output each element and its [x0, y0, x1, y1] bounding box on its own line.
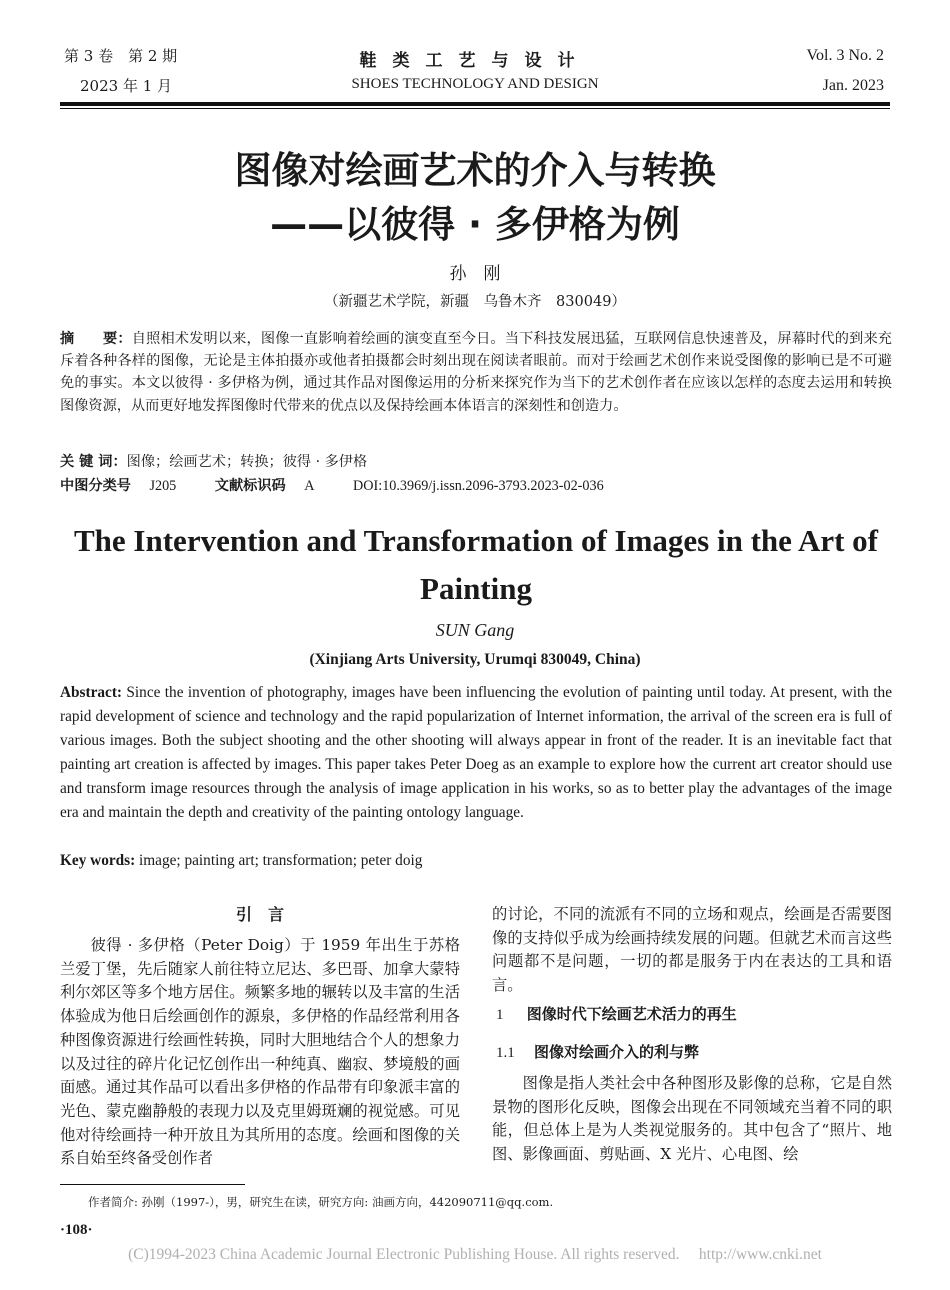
date-cn: 2023 年 1 月 [80, 77, 173, 95]
right-column-lower [492, 1072, 892, 1167]
affiliation-en: (Xinjiang Arts University, Urumqi 830049, China) [309, 651, 641, 668]
author-cn: 孙 刚 [449, 264, 501, 284]
section-1-heading [496, 1003, 737, 1024]
doc-code-label: 文献标识码 [214, 478, 286, 494]
volume-issue-en: Vol. 3 No. 2 [806, 47, 884, 64]
copyright-watermark: (C)1994-2023 China Academic Journal Electronic Publishing House. All rights reserved. http://www.cnki.net [128, 1246, 822, 1263]
journal-name-en: SHOES TECHNOLOGY AND DESIGN [351, 76, 599, 92]
header-rule-thick [60, 102, 890, 106]
keywords-en-text: image; painting art; transformation; peter doig [139, 852, 423, 869]
section-1-1-number: 1.1 [496, 1045, 515, 1061]
author-footnote: 作者简介: 孙刚（1997-），男，研究生在读，研究方向: 油画方向，442090711@qq.com. [88, 1195, 554, 1209]
keywords-en [60, 849, 892, 873]
date-en: Jan. 2023 [822, 77, 884, 94]
keywords-en-label: Key words: [60, 852, 136, 869]
abstract-cn-text: 自照相术发明以来，图像一直影响着绘画的演变直至今日。当下科技发展迅猛，互联网信息快速普及，屏幕时代的到来充斥着各种各样的图像，无论是主体拍摄亦或他者拍摄都会时刻出现在阅读者眼前。而对于绘画艺术创作来说受图像的影响已是不可避免的事实。本文以彼得 · 多伊格为例，通过其作品对图像运用的分析来探究作为当下的艺术创作者在应该以怎样的态度去运用和转换图像资源，从而更好地发挥图像时代带来的优点以及保持绘画本体语言的深刻性和创造力。 [60, 331, 892, 414]
header-rule-thin [60, 108, 890, 109]
right-paragraph-1: 的讨论，不同的流派有不同的立场和观点，绘画是否需要图像的支持似乎成为绘画持续发展的问题。但就艺术而言这些问题都不是问题，一切的都是服务于内在表达的工具和语言。 [492, 905, 892, 995]
keywords-cn-text: 图像；绘画艺术；转换；彼得 · 多伊格 [126, 454, 368, 470]
keywords-cn [60, 451, 892, 473]
section-1-number: 1 [496, 1007, 504, 1023]
clc-label: 中图分类号 [60, 478, 131, 494]
right-column [492, 903, 892, 998]
author-en: SUN Gang [435, 620, 515, 640]
section-1-title: 图像时代下绘画艺术活力的再生 [526, 1005, 737, 1023]
footnote-rule [60, 1184, 245, 1185]
abstract-cn [60, 328, 892, 417]
right-paragraph-2: 图像是指人类社会中各种图形及影像的总称，它是自然景物的图形化反映，图像会出现在不同领域充当着不同的职能，但总体上是为人类视觉服务的。其中包含了“照片、地图、影像画面、剪贴画、X 光片、心电图、绘 [492, 1074, 892, 1164]
title-en-line-2: Painting [420, 571, 532, 606]
volume-issue-cn: 第 3 卷 第 2 期 [64, 47, 178, 65]
section-1-1-title: 图像对绘画介入的利与弊 [533, 1043, 699, 1061]
title-line-1: 图像对绘画艺术的介入与转换 [234, 149, 716, 192]
abstract-en-label: Abstract: [60, 684, 123, 701]
page-number: ·108· [60, 1222, 93, 1238]
abstract-cn-label: 摘 要： [60, 331, 132, 347]
doi: DOI:10.3969/j.issn.2096-3793.2023-02-036 [353, 478, 604, 494]
clc-code: J205 [149, 478, 177, 494]
title-line-2: ——以彼得 · 多伊格为例 [270, 203, 680, 246]
title-en-line-1: The Intervention and Transformation of Images in the Art of [74, 523, 878, 558]
abstract-en-text: Since the invention of photography, images have been influencing the evolution of painting until today. At present, with the rapid development of science and technology and the rapid popularization of Internet information, the arrival of the screen era is full of various images. Both the subject shooting and the other shooting will always appear in front of the reader. It is an inevitable fact that painting art creation is affected by images. This paper takes Peter Doeg as an example to explore how the current art creator should use and transform image resources through the analysis of image application in his works, so as to better play the advantages of the image era and maintain the depth and creativity of the painting ontology language. [60, 684, 892, 821]
intro-paragraph: 彼得 · 多伊格（Peter Doig）于 1959 年出生于苏格兰爱丁堡，先后随家人前往特立尼达、多巴哥、加拿大蒙特利尔郊区等多个地方居住。频繁多地的辗转以及丰富的生活体验成为他日后绘画创作的源泉，多伊格的作品经常利用各种图像资源进行绘画性转换，同时大胆地结合个人的想象力以及过往的碎片化记忆创作出一种纯真、幽寂、梦境般的画面感。通过其作品可以看出多伊格的作品带有印象派丰富的光色、蒙克幽静般的表现力以及克里姆斑斓的视觉感。可见他对待绘画持一种开放且为其所用的态度。绘画和图像的关系自始至终备受创作者 [60, 936, 460, 1168]
left-column [60, 934, 460, 1171]
doc-code: A [304, 478, 315, 494]
journal-name-cn: 鞋类工艺与设计 [359, 51, 591, 71]
intro-heading: 引 言 [235, 905, 284, 924]
classification-line [60, 475, 892, 497]
section-1-1-heading [496, 1041, 699, 1062]
affiliation-cn: （新疆艺术学院，新疆 乌鲁木齐 830049） [324, 294, 626, 310]
keywords-cn-label: 关 键 词： [60, 454, 127, 470]
abstract-en [60, 681, 892, 825]
